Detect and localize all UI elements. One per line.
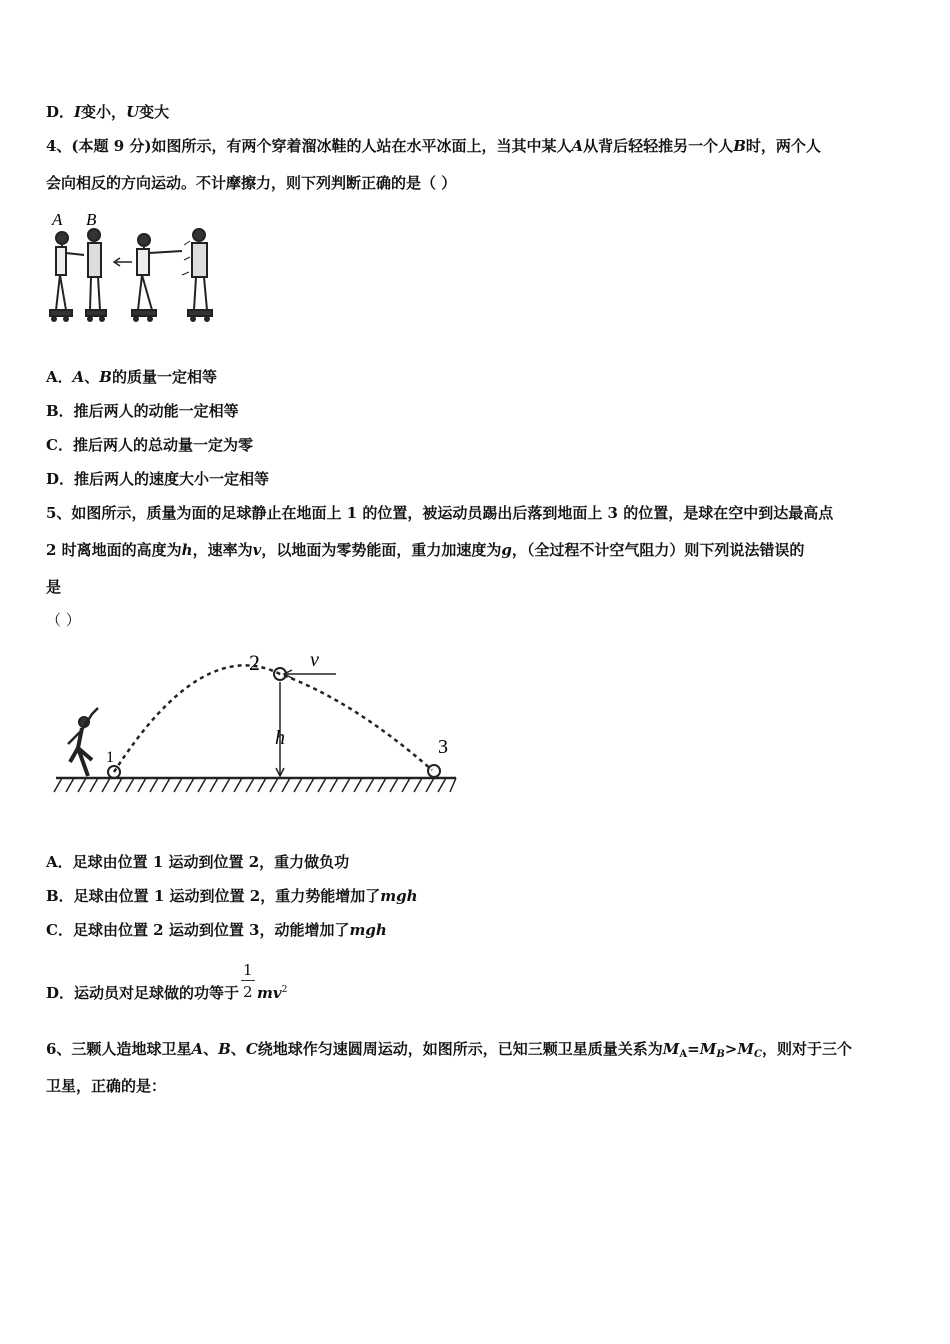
q6-stem-line2: 卫星，正确的是：: [46, 1077, 167, 1095]
ball-position-3: [428, 765, 440, 777]
skaters-before-push: [50, 229, 106, 321]
skaters-after-push: [132, 229, 212, 321]
fig-label-a: A: [52, 210, 63, 229]
q5-option-a: A．足球由位置 1 运动到位置 2，重力做负功: [46, 853, 350, 871]
q5-option-c: C．足球由位置 2 运动到位置 3，动能增加了mgh: [46, 921, 387, 939]
q5-answer-paren: （ ）: [46, 611, 81, 629]
q4-skaters-figure: [44, 205, 219, 330]
ground-hatching: [54, 778, 456, 792]
q3-option-d: D．I变小，U变大: [46, 103, 170, 121]
q5-stem-line2: 2 时离地面的高度为h，速率为v，以地面为零势能面，重力加速度为g，（全过程不计空气阻力）则下列说法错误的: [46, 541, 805, 559]
label-position-2: 2: [249, 650, 260, 675]
q5-trajectory-figure: [52, 640, 462, 810]
fig-label-b: B: [86, 210, 97, 229]
label-v: v: [310, 649, 319, 671]
q5-option-d: D．运动员对足球做的功等于 $\frac{1}{2}$ $mv^2$: [46, 961, 288, 1002]
q5-option-b: B．足球由位置 1 运动到位置 2，重力势能增加了mgh: [46, 887, 418, 905]
q4-option-c: C．推后两人的总动量一定为零: [46, 436, 253, 454]
q6-stem-line1: 6、三颗人造地球卫星A、B、C绕地球作匀速圆周运动，如图所示，已知三颗卫星质量关系为$M_A=M_B>M_C$，则对于三个: [46, 1040, 852, 1060]
q4-option-b: B．推后两人的动能一定相等: [46, 402, 239, 420]
kicker-figure: [68, 708, 98, 776]
trajectory-path: [114, 665, 432, 772]
q4-stem-line1: 4、(本题 9 分)如图所示，有两个穿着溜冰鞋的人站在水平冰面上，当其中某人A从背后轻轻推另一个人B时，两个人: [46, 137, 821, 155]
label-position-3: 3: [438, 736, 448, 758]
label-position-1: 1: [106, 749, 114, 766]
label-h: h: [275, 727, 285, 749]
q4-option-a: A．A、B的质量一定相等: [46, 368, 217, 386]
motion-arrow-left: [114, 258, 132, 266]
q5-stem-line3: 是: [46, 578, 62, 596]
fraction-one-half: $\frac{1}{2}$: [241, 984, 255, 1004]
q4-option-d: D．推后两人的速度大小一定相等: [46, 470, 270, 488]
q4-stem-line2: 会向相反的方向运动。不计摩擦力，则下列判断正确的是（ ）: [46, 174, 457, 192]
q5-stem-line1: 5、如图所示，质量为面的足球静止在地面上 1 的位置，被运动员踢出后落到地面上 3 的位置，是球在空中到达最高点: [46, 504, 834, 522]
